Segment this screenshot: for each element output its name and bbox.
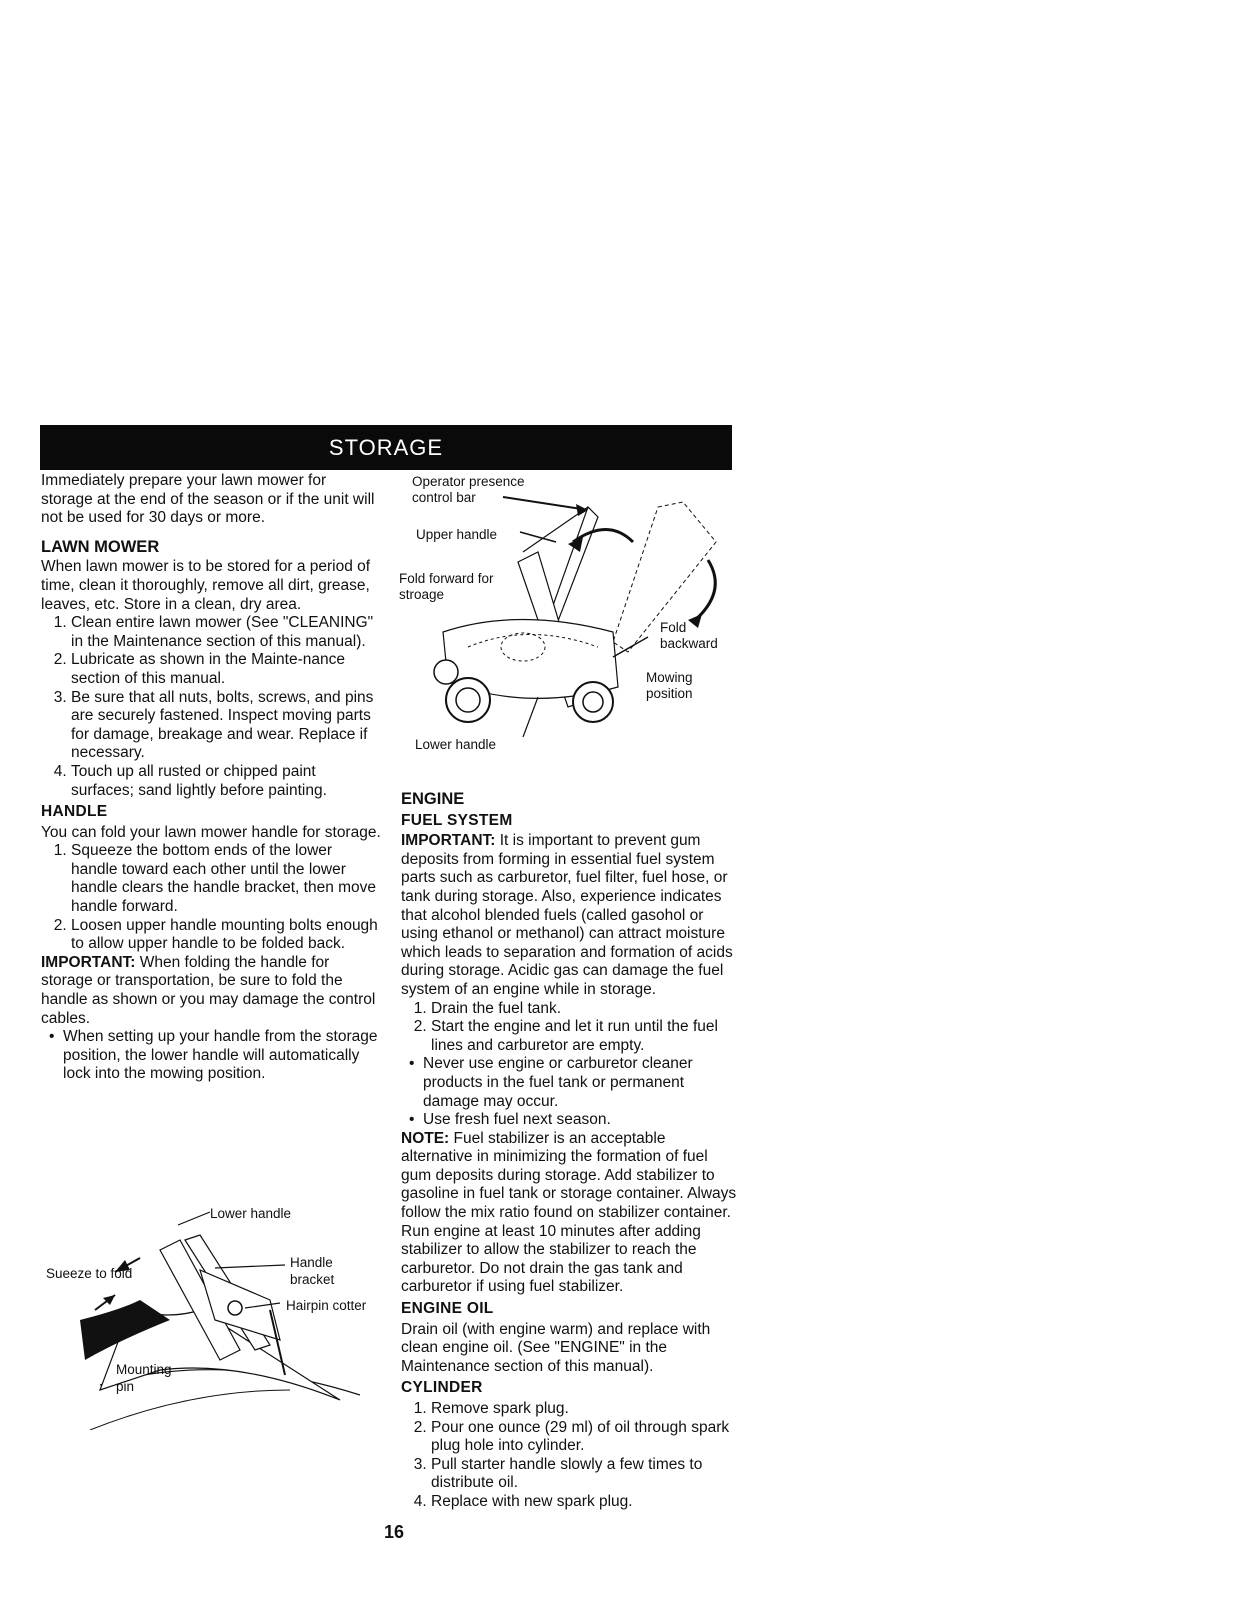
- list-item: 1. Squeeze the bottom ends of the lower handle toward each other until the lower handle clears the handle bracket, then move handle forward.: [71, 842, 381, 916]
- mounting-label-1: Mounting: [116, 1362, 172, 1377]
- left-column: [41, 472, 381, 1084]
- mowing-position-label-1: Mowing: [646, 670, 693, 685]
- mowing-position-label-2: position: [646, 686, 693, 701]
- fold-backward-label-1: Fold: [660, 620, 687, 635]
- list-item: • Never use engine or carburetor cleaner products in the fuel tank or permanent damage may occur.: [423, 1055, 741, 1111]
- right-column: [401, 790, 741, 1512]
- mower-fold-figure: [398, 472, 743, 757]
- list-item: 2. Loosen upper handle mounting bolts enough to allow upper handle to be folded back.: [71, 917, 381, 954]
- lower-handle-mower-label: Lower handle: [415, 737, 497, 752]
- engine-oil-text: Drain oil (with engine warm) and replace with clean engine oil. (See "ENGINE" in the Maintenance section of this manual).: [401, 1320, 711, 1375]
- lawn-mower-heading: LAWN MOWER: [41, 537, 160, 556]
- handle-fold-illustration: [40, 1200, 390, 1430]
- handle-bullets: [41, 1028, 381, 1084]
- upper-handle-label: Upper handle: [416, 527, 498, 542]
- squeeze-label: Sueeze to fold: [46, 1266, 133, 1281]
- intro-paragraph: Immediately prepare your lawn mower for storage at the end of the season or if the unit will not be used for 30 days or more.: [41, 472, 375, 527]
- lawn-mower-text: When lawn mower is to be stored for a period of time, clean it thoroughly, remove all dirt, grease, leaves, etc. Store in a clean, dry area.: [41, 558, 371, 613]
- handle-text: You can fold your lawn mower handle for storage.: [41, 823, 381, 841]
- lower-handle-label: Lower handle: [210, 1206, 292, 1221]
- list-item: 3. Be sure that all nuts, bolts, screws, and pins are securely fastened. Inspect moving parts for damage, breakage and wear. Replace if necessary.: [71, 689, 381, 763]
- handle-steps: [41, 842, 381, 954]
- fuel-steps: [401, 1000, 741, 1056]
- important-label: IMPORTANT:: [401, 832, 496, 850]
- list-item: 1. Drain the fuel tank.: [431, 1000, 741, 1019]
- fold-backward-label-2: backward: [660, 636, 718, 651]
- important-text: It is important to prevent gum deposits from forming in essential fuel system parts such as carburetor, fuel filter, fuel hose, or tank during storage. Also, experience indicates that alcohol blended fuels (called gasohol or using ethanol or methanol) can attract moisture which leads to separation and formation of acids during storage. Acidic gas can damage the fuel system of an engine while in storage.: [401, 832, 733, 998]
- fold-forward-label-2: stroage: [399, 587, 445, 602]
- list-item: • Use fresh fuel next season.: [423, 1111, 741, 1130]
- list-item: 2. Start the engine and let it run until the fuel lines and carburetor are empty.: [431, 1018, 741, 1055]
- list-item: 1. Remove spark plug.: [431, 1400, 741, 1419]
- lawn-mower-steps: [41, 614, 381, 800]
- cylinder-steps: [401, 1400, 741, 1512]
- list-item: 4. Replace with new spark plug.: [431, 1493, 741, 1512]
- engine-oil-heading: ENGINE OIL: [401, 1300, 494, 1318]
- cylinder-heading: CYLINDER: [401, 1379, 483, 1397]
- important-label: IMPORTANT:: [41, 953, 136, 971]
- fuel-system-heading: FUEL SYSTEM: [401, 811, 513, 829]
- fold-forward-label-1: Fold forward for: [399, 571, 494, 586]
- section-title: STORAGE: [328, 435, 444, 460]
- note-label: NOTE:: [401, 1129, 450, 1147]
- list-item: 2. Lubricate as shown in the Mainte-nance section of this manual.: [71, 651, 381, 688]
- operator-bar-label-2: control bar: [412, 490, 476, 505]
- handle-bracket-label-2: bracket: [290, 1272, 335, 1287]
- mounting-label-2: pin: [116, 1379, 135, 1394]
- fuel-note: [401, 1130, 741, 1297]
- engine-heading: ENGINE: [401, 790, 465, 808]
- handle-bracket-label-1: Handle: [290, 1255, 333, 1270]
- fuel-bullets: [401, 1055, 741, 1129]
- important-text: When folding the handle for storage or transportation, be sure to fold the handle as shown or you may damage the control cables.: [41, 953, 376, 1027]
- handle-important: [41, 954, 381, 1028]
- list-item: • When setting up your handle from the storage position, the lower handle will automatically lock into the mowing position.: [63, 1028, 381, 1084]
- section-banner: [40, 425, 732, 470]
- hairpin-label: Hairpin cotter: [286, 1298, 367, 1313]
- list-item: 4. Touch up all rusted or chipped paint surfaces; sand lightly before painting.: [71, 763, 381, 800]
- handle-fold-figure: [40, 1200, 390, 1430]
- list-item: 2. Pour one ounce (29 ml) of oil through spark plug hole into cylinder.: [431, 1419, 741, 1456]
- page-number: 16: [384, 1522, 405, 1542]
- operator-bar-label-1: Operator presence: [412, 474, 525, 489]
- handle-heading: HANDLE: [41, 803, 108, 821]
- note-text: Fuel stabilizer is an acceptable alternative in minimizing the formation of fuel gum deposits during storage. Add stabilizer to gasoline in fuel tank or storage container. Always follow the mix ratio found on stabilizer container. Run engine at least 10 minutes after adding stabilizer to allow the stabilizer to reach the carburetor. Do not drain the gas tank and carburetor if using fuel stabilizer.: [401, 1129, 737, 1296]
- mower-illustration: [398, 472, 743, 757]
- list-item: 1. Clean entire lawn mower (See "CLEANING" in the Maintenance section of this manual).: [71, 614, 381, 651]
- fuel-important: [401, 832, 741, 999]
- list-item: 3. Pull starter handle slowly a few times to distribute oil.: [431, 1456, 741, 1493]
